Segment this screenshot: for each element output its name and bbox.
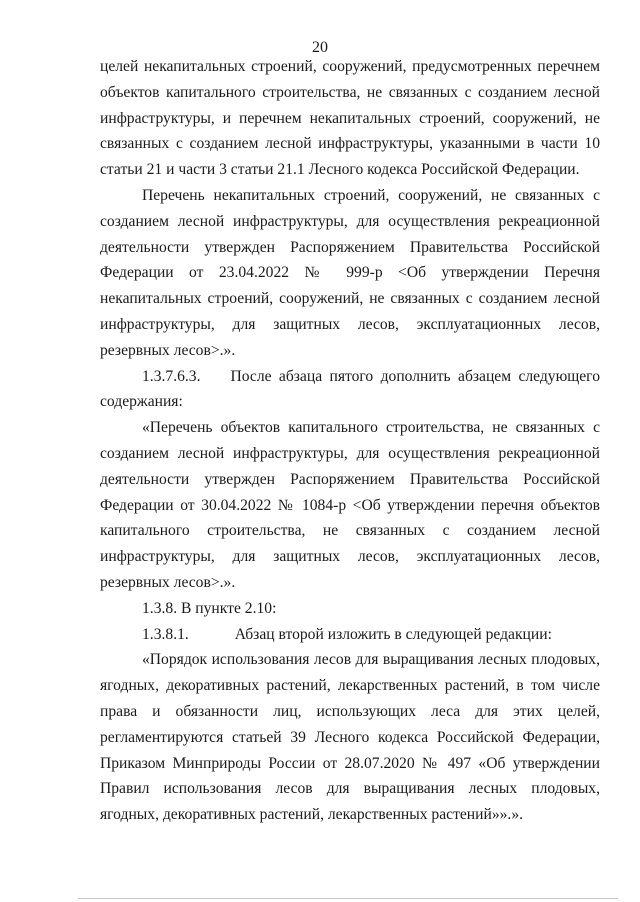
scan-edge-line <box>78 898 618 899</box>
clause-number: 1.3.7.6.3. <box>142 367 201 385</box>
page-number: 20 <box>312 39 328 56</box>
clause-text: Абзац второй изложить в следующей редакции: <box>234 625 552 643</box>
paragraph-growing-order: «Порядок использования лесов для выращивания лесных плодовых, ягодных, декоративных растений, лекарственных растений, в том числе права и обязанности лиц, использующих леса для этих целей, регламентируются статьей 39 Лесного кодекса Российской Федерации, Приказом Минприроды России от 28.07.2020 № 497 «Об утверждении Правил использования лесов для выращивания лесных плодовых, ягодных, декоративных растений, лекарственных растений»».». <box>100 651 600 824</box>
paragraph-capital-list: «Перечень объектов капитального строительства, не связанных с созданием лесной инфраструктуры, для осуществления рекреационной деятельности утвержден Распоряжением Правительства Российской Федерации от 30.04.2022 № 1084-р <Об утверждении перечня объектов капитального строительства, не связанных с созданием лесной инфраструктуры, для защитных лесов, эксплуатационных лесов, резервных лесов>.». <box>100 419 600 591</box>
document-body <box>100 54 600 828</box>
paragraph-non-capital-list: Перечень некапитальных строений, сооружений, не связанных с созданием лесной инфраструктуры, для осуществления рекреационной деятельности утвержден Распоряжением Правительства Российской Федерации от 23.04.2022 № 999-р <Об утверждении Перечня некапитальных строений, сооружений, не связанных с созданием лесной инфраструктуры, для защитных лесов, эксплуатационных лесов, резервных лесов>.». <box>100 186 600 359</box>
clause-number: 1.3.8.1. <box>142 625 189 643</box>
paragraph-continuation: целей некапитальных строений, сооружений, предусмотренных перечнем объектов капитального строительства, не связанных с созданием лесной инфраструктуры, и перечнем некапитальных строений, сооружений, не связанных с созданием лесной инфраструктуры, указанными в части 10 статьи 21 и части 3 статьи 21.1 Лесного кодекса Российской Федерации. <box>100 58 600 179</box>
clause-text: После абзаца пятого дополнить абзацем следующего содержания: <box>100 367 600 411</box>
paragraph-1-3-7-6-3 <box>100 364 600 416</box>
paragraph-1-3-8: 1.3.8. В пункте 2.10: <box>142 599 277 617</box>
paragraph-1-3-8-1 <box>100 622 600 648</box>
